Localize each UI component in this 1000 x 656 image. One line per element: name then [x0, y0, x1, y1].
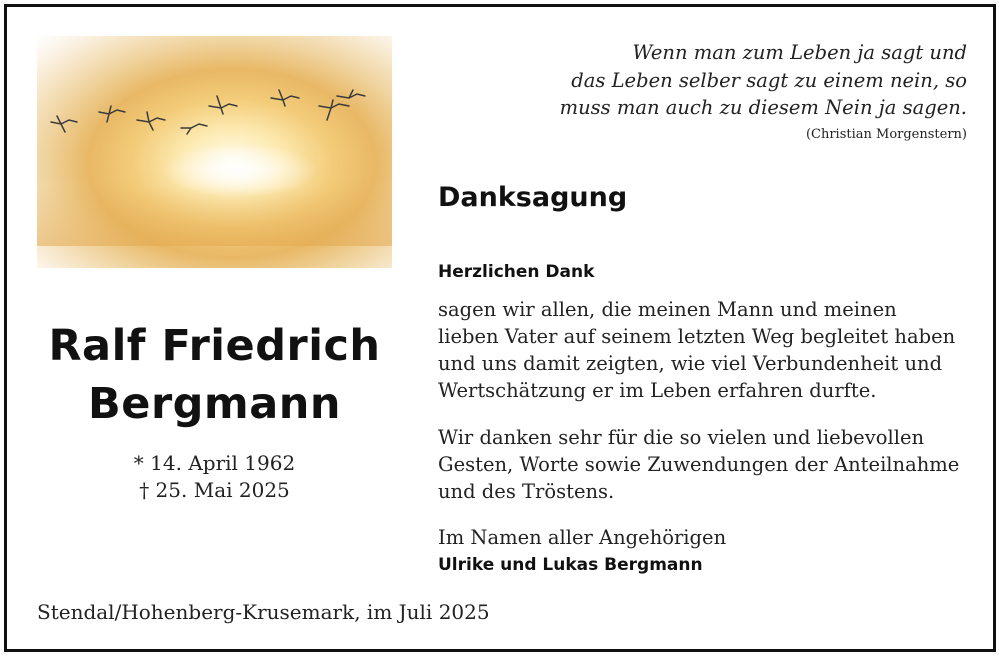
paragraph-line: Wir danken sehr für die so vielen und liebevollen — [438, 426, 925, 449]
birth-date: * 14. April 1962 — [133, 451, 296, 475]
place-and-date: Stendal/Hohenberg-Krusemark, im Juli 2025 — [37, 600, 490, 624]
deceased-first-names: Ralf Friedrich — [48, 321, 381, 371]
signers-name: Ulrike und Lukas Bergmann — [438, 555, 703, 575]
quote-author: (Christian Morgenstern) — [805, 127, 967, 142]
page-title: Danksagung — [438, 182, 628, 213]
paragraph-line: Gesten, Worte sowie Zuwendungen der Anteilnahme — [438, 453, 960, 476]
paragraph-line: und des Tröstens. — [438, 480, 615, 503]
paragraph-line: und uns damit zeigten, wie viel Verbundenheit und — [438, 352, 943, 375]
closing-line: Im Namen aller Angehörigen — [438, 526, 727, 549]
quote-line: das Leben selber sagt zu einem nein, so — [571, 68, 967, 92]
quote-text — [560, 39, 967, 122]
paragraph-line: sagen wir allen, die meinen Mann und meinen — [438, 298, 897, 321]
greeting-heading: Herzlichen Dank — [438, 262, 595, 282]
deceased-surname: Bergmann — [88, 379, 341, 429]
flying-birds-icon — [37, 36, 392, 268]
life-dates — [37, 450, 392, 504]
paragraph-line: lieben Vater auf seinem letzten Weg begleitet haben — [438, 325, 956, 348]
sunset-cranes-photo — [37, 36, 392, 268]
deceased-name — [37, 317, 392, 433]
obituary-card — [4, 4, 996, 652]
gratitude-paragraph — [438, 424, 959, 505]
quote-line: muss man auch zu diesem Nein ja sagen. — [559, 96, 967, 119]
thanks-paragraph — [438, 296, 955, 404]
death-date: † 25. Mai 2025 — [139, 478, 290, 502]
paragraph-line: Wertschätzung er im Leben erfahren durfte. — [438, 379, 877, 402]
quote-line: Wenn man zum Leben ja sagt und — [632, 41, 967, 64]
